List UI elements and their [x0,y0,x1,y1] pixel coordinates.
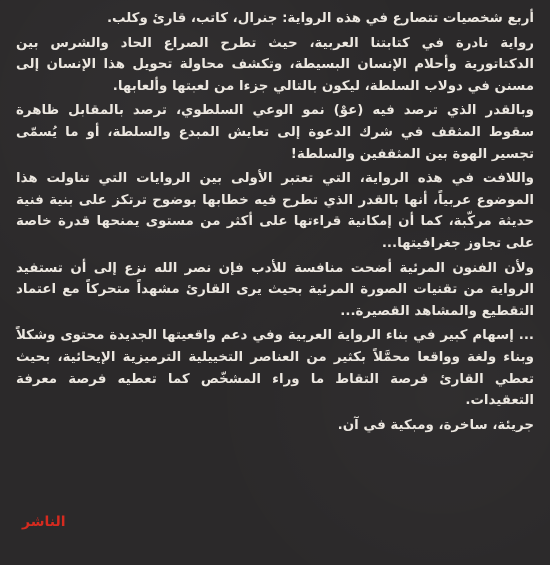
paragraph-notable: واللافت في هذه الرواية، التي تعتبر الأولى بين الروايات التي تناولت هذا الموضوع عربياً، أنها بالقدر الذي تطرح فيه خطابها بوضوح ترتكز على بنية فنية حديثة مركّبة، كما أن إمكانية قراءتها على أكثر من مستوى يمنحها قدرة خاصة على تجاوز جغرافيتها... [16,171,534,251]
paragraph-visual-arts: ولأن الفنون المرئية أضحت منافسة للأدب فإن نصر الله نزع إلى أن تستفيد الرواية من تقنيات الصورة المرئية بحيث يرى القارئ مشهداً متحركاً مع اعتماد التقطيع والمشاهد القصيرة... [16,260,534,319]
publisher-signature: الناشر [22,514,66,530]
paragraph-rare-novel: رواية نادرة في كتابتنا العربية، حيث تطرح الصراع الحاد والشرس بين الدكتاتورية وأحلام الإنسان البسيطة، وتكشف محاولة تحويل هذا الإنسان إلى مسنن في دولاب السلطة، ليكون بالتالي جزءا من لعبتها وألعابها. [16,35,534,94]
paragraph-characters: أربع شخصيات تتصارع في هذه الرواية: جنرال، كاتب، قارئ وكلب. [106,11,534,26]
paragraph-closing: جريئة، ساخرة، ومبكية في آن. [337,417,534,433]
paragraph-contribution: ... إسهام كبير في بناء الرواية العربية وفي دعم واقعيتها الجديدة محتوى وشكلاً وبناء ولغة وواقعا محمَّلاً بكثير من العناصر التخييلية الترميزية الإيحائية، بحيث تعطي القارئ فرصة التقاط ما وراء المشخّص كما تعطيه فرصة معرفة التعقيدات. [16,328,534,409]
paragraph-awareness: وبالقدر الذي ترصد فيه (عوْ) نمو الوعي السلطوي، ترصد بالمقابل ظاهرة سقوط المثقف في شرك الدعوة إلى تعايش المبدع والسلطة، أو ما يُسمّى تجسير الهوة بين المثقفين والسلطة! [16,103,534,162]
